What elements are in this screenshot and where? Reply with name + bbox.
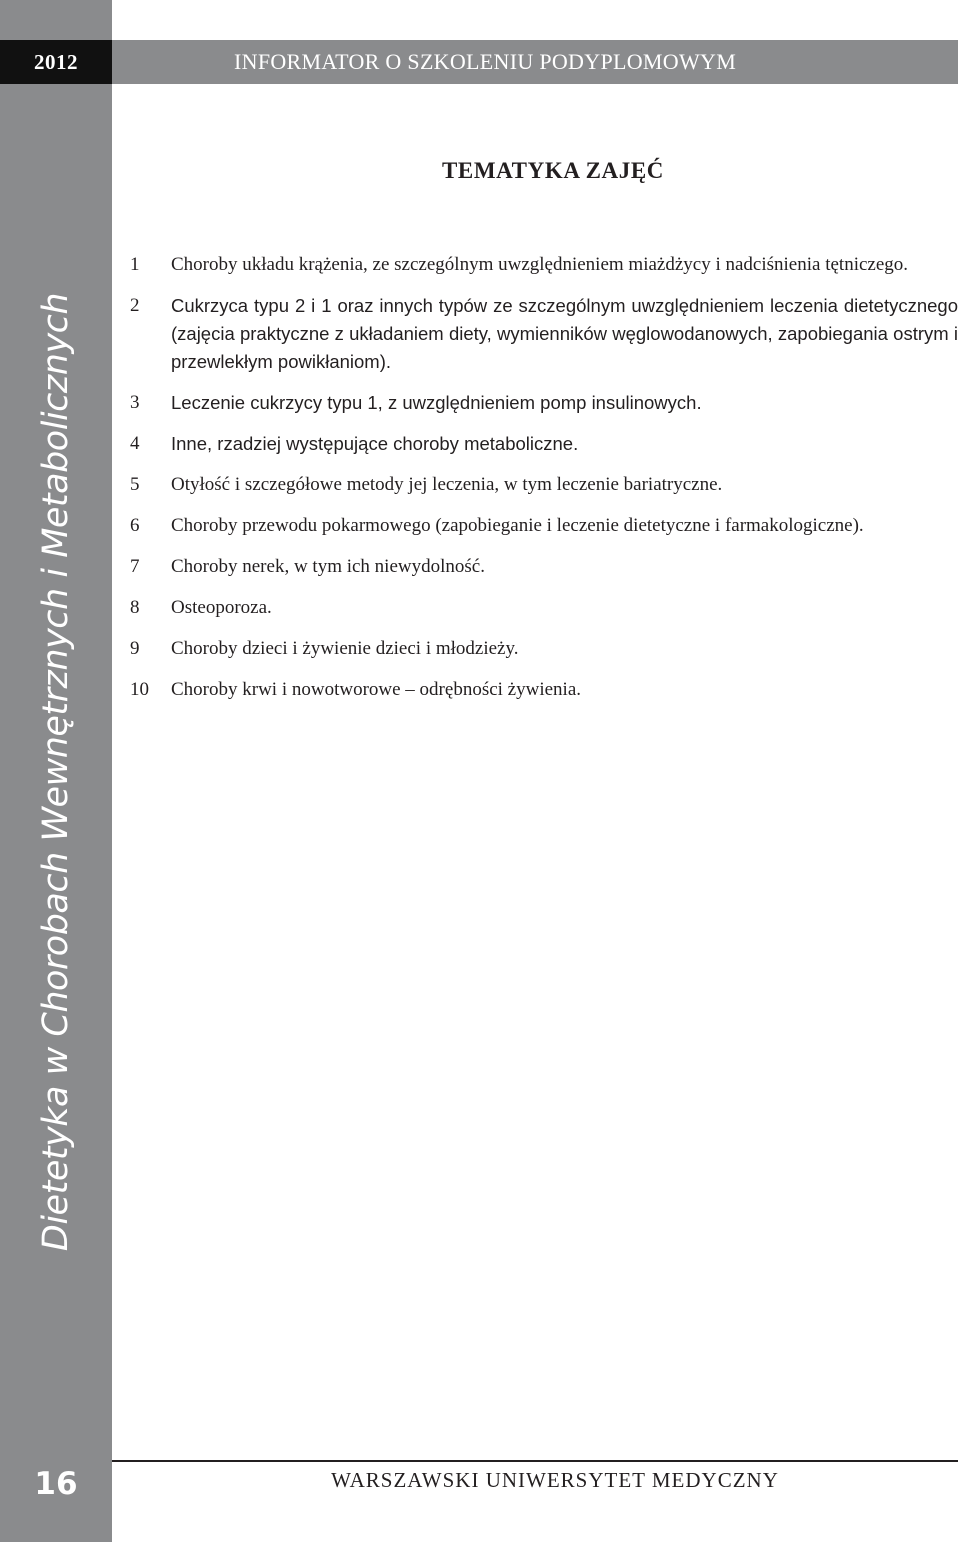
page-number: 16 <box>34 1466 78 1502</box>
header-title: INFORMATOR O SZKOLENIU PODYPLOMOWYM <box>234 49 737 74</box>
footer-publisher: WARSZAWSKI UNIWERSYTET MEDYCZNY <box>331 1468 779 1492</box>
sidebar <box>0 0 112 1542</box>
section-title: TEMATYKA ZAJĘĆ <box>441 158 665 183</box>
topic-text: Leczenie cukrzycy typu 1, z uwzględnieniem pomp insulinowych. <box>171 392 702 413</box>
topic-number: 6 <box>130 515 140 536</box>
list-item <box>130 251 958 279</box>
topic-text: Choroby układu krążenia, ze szczególnym uwzględnieniem miażdżycy i nadciśnienia tętniczego. <box>171 254 909 275</box>
list-item <box>130 635 958 663</box>
topic-number: 2 <box>130 295 140 316</box>
topic-text: Inne, rzadziej występujące choroby metaboliczne. <box>171 433 579 454</box>
list-item <box>130 389 958 417</box>
list-item <box>130 676 958 704</box>
list-item <box>130 553 958 581</box>
topic-text: Otyłość i szczegółowe metody jej leczenia, w tym leczenie bariatryczne. <box>171 474 723 495</box>
footer-divider <box>112 1460 958 1462</box>
topic-text: Choroby krwi i nowotworowe – odrębności żywienia. <box>171 679 582 700</box>
list-item <box>130 512 958 540</box>
topic-number: 8 <box>130 597 140 618</box>
list-item <box>130 430 958 458</box>
topic-list <box>130 251 958 717</box>
topic-number: 7 <box>130 556 140 577</box>
topic-text: Osteoporoza. <box>171 597 272 618</box>
header-year: 2012 <box>0 40 112 84</box>
topic-number: 1 <box>130 254 140 275</box>
list-item <box>130 594 958 622</box>
list-item <box>130 471 958 499</box>
list-item <box>130 292 958 376</box>
topic-number: 9 <box>130 638 140 659</box>
header-bar <box>112 40 958 84</box>
topic-number: 4 <box>130 433 140 454</box>
topic-text: Cukrzyca typu 2 i 1 oraz innych typów ze szczególnym uwzględnieniem leczenia dietetycznego (zajęcia praktyczne z układaniem diety, wymienników węglowodanowych, zapobiegania ostrym i przewlekłym powikłaniom). <box>171 295 958 372</box>
topic-number: 5 <box>130 474 140 495</box>
topic-text: Choroby dzieci i żywienie dzieci i młodzieży. <box>171 638 519 659</box>
topic-text: Choroby przewodu pokarmowego (zapobieganie i leczenie dietetyczne i farmakologiczne). <box>171 515 864 536</box>
topic-number: 10 <box>130 679 149 700</box>
topic-text: Choroby nerek, w tym ich niewydolność. <box>171 556 485 577</box>
topic-number: 3 <box>130 392 140 413</box>
sidebar-vertical-title: Dietetyka w Chorobach Wewnętrznych i Metabolicznych <box>36 292 76 1252</box>
